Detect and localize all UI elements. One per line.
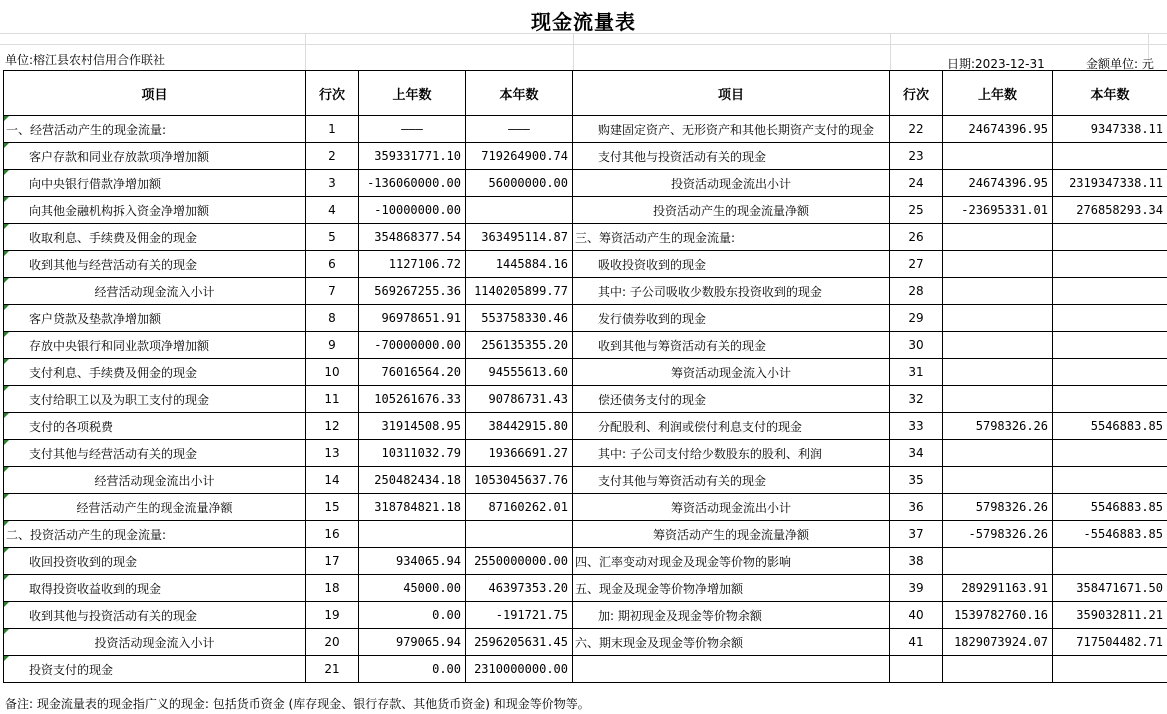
prev-year-cell[interactable]: 10311032.79 bbox=[359, 440, 466, 467]
line-number-cell[interactable]: 17 bbox=[306, 548, 359, 575]
cash-flow-table bbox=[3, 70, 1167, 683]
cell-flag-marker bbox=[4, 143, 9, 148]
item-cell[interactable]: 发行债券收到的现金 bbox=[573, 305, 890, 332]
item-cell[interactable]: 加: 期初现金及现金等价物余额 bbox=[573, 602, 890, 629]
table-row bbox=[4, 278, 1167, 305]
cell-flag-marker bbox=[4, 359, 9, 364]
line-number-cell[interactable]: 31 bbox=[890, 359, 943, 386]
line-number-cell[interactable]: 8 bbox=[306, 305, 359, 332]
report-date[interactable]: 日期:2023-12-31 bbox=[947, 57, 1045, 71]
line-number-cell[interactable]: 29 bbox=[890, 305, 943, 332]
footnote[interactable]: 备注: 现金流量表的现金指广义的现金: 包括货币资金 (库存现金、银行存款、其他货币资金) 和现金等价物等。 bbox=[5, 697, 590, 711]
prev-year-cell[interactable]: 1539782760.16 bbox=[943, 602, 1053, 629]
item-cell[interactable]: 向其他金融机构拆入资金净增加额 bbox=[4, 197, 306, 224]
report-title[interactable]: 现金流量表 bbox=[531, 10, 636, 34]
table-row bbox=[4, 656, 1167, 683]
prev-year-cell[interactable]: 45000.00 bbox=[359, 575, 466, 602]
grid-line bbox=[305, 33, 306, 70]
table-row bbox=[4, 548, 1167, 575]
header-line[interactable]: 行次 bbox=[890, 71, 943, 116]
prev-year-cell[interactable]: 76016564.20 bbox=[359, 359, 466, 386]
grid-line bbox=[573, 33, 574, 70]
prev-year-cell[interactable]: -10000000.00 bbox=[359, 197, 466, 224]
curr-year-cell[interactable] bbox=[1053, 386, 1167, 413]
curr-year-cell[interactable]: 363495114.87 bbox=[466, 224, 573, 251]
line-number-cell[interactable]: 15 bbox=[306, 494, 359, 521]
curr-year-cell[interactable] bbox=[1053, 548, 1167, 575]
item-cell[interactable]: 取得投资收益收到的现金 bbox=[4, 575, 306, 602]
line-number-cell[interactable]: 1 bbox=[306, 116, 359, 143]
item-cell[interactable]: 经营活动产生的现金流量净额 bbox=[4, 494, 306, 521]
prev-year-cell[interactable] bbox=[943, 467, 1053, 494]
line-number-cell[interactable]: 24 bbox=[890, 170, 943, 197]
grid-line bbox=[890, 33, 891, 70]
prev-year-cell[interactable] bbox=[943, 305, 1053, 332]
prev-year-cell[interactable]: 289291163.91 bbox=[943, 575, 1053, 602]
item-cell[interactable]: 五、现金及现金等价物净增加额 bbox=[573, 575, 890, 602]
prev-year-cell[interactable] bbox=[943, 359, 1053, 386]
item-cell[interactable]: 收到其他与经营活动有关的现金 bbox=[4, 251, 306, 278]
item-cell[interactable] bbox=[573, 656, 890, 683]
curr-year-cell[interactable] bbox=[1053, 467, 1167, 494]
prev-year-cell[interactable]: ——— bbox=[359, 116, 466, 143]
prev-year-cell[interactable]: 1829073924.07 bbox=[943, 629, 1053, 656]
cell-flag-marker bbox=[4, 116, 9, 121]
line-number-cell[interactable]: 12 bbox=[306, 413, 359, 440]
item-cell[interactable]: 向中央银行借款净增加额 bbox=[4, 170, 306, 197]
item-cell[interactable]: 二、投资活动产生的现金流量: bbox=[4, 521, 306, 548]
table-row bbox=[4, 440, 1167, 467]
curr-year-cell[interactable]: -5546883.85 bbox=[1053, 521, 1167, 548]
cell-flag-marker bbox=[4, 224, 9, 229]
curr-year-cell[interactable] bbox=[466, 197, 573, 224]
line-number-cell[interactable]: 27 bbox=[890, 251, 943, 278]
prev-year-cell[interactable] bbox=[943, 332, 1053, 359]
table-row bbox=[4, 170, 1167, 197]
cell-flag-marker bbox=[4, 251, 9, 256]
curr-year-cell[interactable] bbox=[1053, 305, 1167, 332]
line-number-cell[interactable]: 33 bbox=[890, 413, 943, 440]
curr-year-cell[interactable]: 359032811.21 bbox=[1053, 602, 1167, 629]
curr-year-cell[interactable]: 19366691.27 bbox=[466, 440, 573, 467]
table-row bbox=[4, 521, 1167, 548]
line-number-cell[interactable]: 34 bbox=[890, 440, 943, 467]
line-number-cell[interactable]: 36 bbox=[890, 494, 943, 521]
item-cell[interactable]: 支付的各项税费 bbox=[4, 413, 306, 440]
table-row bbox=[4, 224, 1167, 251]
prev-year-cell[interactable] bbox=[359, 521, 466, 548]
cell-flag-marker bbox=[4, 170, 9, 175]
cell-flag-marker bbox=[4, 575, 9, 580]
item-cell[interactable]: 一、经营活动产生的现金流量: bbox=[4, 116, 306, 143]
line-number-cell[interactable]: 26 bbox=[890, 224, 943, 251]
prev-year-cell[interactable] bbox=[943, 656, 1053, 683]
prev-year-cell[interactable] bbox=[943, 548, 1053, 575]
prev-year-cell[interactable] bbox=[943, 251, 1053, 278]
curr-year-cell[interactable] bbox=[1053, 224, 1167, 251]
curr-year-cell[interactable]: 717504482.71 bbox=[1053, 629, 1167, 656]
item-cell[interactable]: 支付其他与筹资活动有关的现金 bbox=[573, 467, 890, 494]
prev-year-cell[interactable]: 250482434.18 bbox=[359, 467, 466, 494]
item-cell[interactable]: 投资支付的现金 bbox=[4, 656, 306, 683]
prev-year-cell[interactable]: 979065.94 bbox=[359, 629, 466, 656]
line-number-cell[interactable]: 28 bbox=[890, 278, 943, 305]
item-cell[interactable]: 筹资活动产生的现金流量净额 bbox=[573, 521, 890, 548]
prev-year-cell[interactable]: 24674396.95 bbox=[943, 170, 1053, 197]
item-cell[interactable]: 收到其他与筹资活动有关的现金 bbox=[573, 332, 890, 359]
curr-year-cell[interactable]: 2550000000.00 bbox=[466, 548, 573, 575]
item-cell[interactable]: 收回投资收到的现金 bbox=[4, 548, 306, 575]
curr-year-cell[interactable]: 276858293.34 bbox=[1053, 197, 1167, 224]
item-cell[interactable]: 收取利息、手续费及佣金的现金 bbox=[4, 224, 306, 251]
prev-year-cell[interactable]: 5798326.26 bbox=[943, 413, 1053, 440]
prev-year-cell[interactable]: 1127106.72 bbox=[359, 251, 466, 278]
curr-year-cell[interactable] bbox=[1053, 251, 1167, 278]
curr-year-cell[interactable] bbox=[1053, 278, 1167, 305]
item-cell[interactable]: 投资活动产生的现金流量净额 bbox=[573, 197, 890, 224]
prev-year-cell[interactable] bbox=[943, 386, 1053, 413]
table-row bbox=[4, 305, 1167, 332]
line-number-cell[interactable]: 37 bbox=[890, 521, 943, 548]
prev-year-cell[interactable]: 318784821.18 bbox=[359, 494, 466, 521]
cell-flag-marker bbox=[4, 467, 9, 472]
table-row bbox=[4, 332, 1167, 359]
curr-year-cell[interactable] bbox=[1053, 440, 1167, 467]
line-number-cell[interactable]: 19 bbox=[306, 602, 359, 629]
curr-year-cell[interactable]: 1140205899.77 bbox=[466, 278, 573, 305]
line-number-cell[interactable]: 2 bbox=[306, 143, 359, 170]
cell-flag-marker bbox=[4, 521, 9, 526]
table-row bbox=[4, 197, 1167, 224]
grid-line bbox=[0, 44, 1167, 45]
curr-year-cell[interactable]: 56000000.00 bbox=[466, 170, 573, 197]
header-item[interactable]: 项目 bbox=[4, 71, 306, 116]
curr-year-cell[interactable]: ——— bbox=[466, 116, 573, 143]
cell-flag-marker bbox=[4, 494, 9, 499]
table-row bbox=[4, 494, 1167, 521]
curr-year-cell[interactable]: 1053045637.76 bbox=[466, 467, 573, 494]
cell-flag-marker bbox=[4, 656, 9, 661]
line-number-cell[interactable]: 22 bbox=[890, 116, 943, 143]
header-prev-year[interactable]: 上年数 bbox=[359, 71, 466, 116]
cell-flag-marker bbox=[4, 386, 9, 391]
prev-year-cell[interactable]: 24674396.95 bbox=[943, 116, 1053, 143]
header-curr-year[interactable]: 本年数 bbox=[1053, 71, 1167, 116]
line-number-cell[interactable]: 5 bbox=[306, 224, 359, 251]
item-cell[interactable]: 收到其他与投资活动有关的现金 bbox=[4, 602, 306, 629]
item-cell[interactable]: 其中: 子公司吸收少数股东投资收到的现金 bbox=[573, 278, 890, 305]
line-number-cell[interactable]: 32 bbox=[890, 386, 943, 413]
curr-year-cell[interactable] bbox=[1053, 359, 1167, 386]
line-number-cell[interactable]: 39 bbox=[890, 575, 943, 602]
line-number-cell[interactable]: 18 bbox=[306, 575, 359, 602]
curr-year-cell[interactable]: 1445884.16 bbox=[466, 251, 573, 278]
item-cell[interactable]: 支付利息、手续费及佣金的现金 bbox=[4, 359, 306, 386]
curr-year-cell[interactable]: 2310000000.00 bbox=[466, 656, 573, 683]
item-cell[interactable]: 筹资活动现金流入小计 bbox=[573, 359, 890, 386]
item-cell[interactable]: 经营活动现金流入小计 bbox=[4, 278, 306, 305]
cell-flag-marker bbox=[4, 602, 9, 607]
prev-year-cell[interactable] bbox=[943, 143, 1053, 170]
item-cell[interactable]: 支付其他与投资活动有关的现金 bbox=[573, 143, 890, 170]
curr-year-cell[interactable]: 5546883.85 bbox=[1053, 494, 1167, 521]
line-number-cell[interactable]: 25 bbox=[890, 197, 943, 224]
line-number-cell[interactable]: 11 bbox=[306, 386, 359, 413]
curr-year-cell[interactable]: 256135355.20 bbox=[466, 332, 573, 359]
table-row bbox=[4, 251, 1167, 278]
prev-year-cell[interactable]: -23695331.01 bbox=[943, 197, 1053, 224]
item-cell[interactable]: 支付给职工以及为职工支付的现金 bbox=[4, 386, 306, 413]
line-number-cell[interactable]: 41 bbox=[890, 629, 943, 656]
line-number-cell[interactable]: 9 bbox=[306, 332, 359, 359]
prev-year-cell[interactable]: 105261676.33 bbox=[359, 386, 466, 413]
header-item[interactable]: 项目 bbox=[573, 71, 890, 116]
item-cell[interactable]: 四、汇率变动对现金及现金等价物的影响 bbox=[573, 548, 890, 575]
table-row bbox=[4, 143, 1167, 170]
curr-year-cell[interactable]: 2319347338.11 bbox=[1053, 170, 1167, 197]
line-number-cell[interactable]: 14 bbox=[306, 467, 359, 494]
item-cell[interactable]: 客户存款和同业存放款项净增加额 bbox=[4, 143, 306, 170]
item-cell[interactable]: 吸收投资收到的现金 bbox=[573, 251, 890, 278]
item-cell[interactable]: 分配股利、利润或偿付利息支付的现金 bbox=[573, 413, 890, 440]
table-row bbox=[4, 359, 1167, 386]
currency-unit[interactable]: 金额单位: 元 bbox=[1086, 57, 1154, 71]
item-cell[interactable]: 购建固定资产、无形资产和其他长期资产支付的现金 bbox=[573, 116, 890, 143]
prev-year-cell[interactable]: -136060000.00 bbox=[359, 170, 466, 197]
curr-year-cell[interactable] bbox=[1053, 332, 1167, 359]
header-row bbox=[4, 71, 1167, 116]
item-cell[interactable]: 其中: 子公司支付给少数股东的股利、利润 bbox=[573, 440, 890, 467]
header-curr-year[interactable]: 本年数 bbox=[466, 71, 573, 116]
curr-year-cell[interactable]: 38442915.80 bbox=[466, 413, 573, 440]
prev-year-cell[interactable]: -70000000.00 bbox=[359, 332, 466, 359]
prev-year-cell[interactable]: 354868377.54 bbox=[359, 224, 466, 251]
item-cell[interactable]: 存放中央银行和同业款项净增加额 bbox=[4, 332, 306, 359]
table-row bbox=[4, 602, 1167, 629]
prev-year-cell[interactable]: 5798326.26 bbox=[943, 494, 1053, 521]
prev-year-cell[interactable]: -5798326.26 bbox=[943, 521, 1053, 548]
line-number-cell[interactable]: 40 bbox=[890, 602, 943, 629]
item-cell[interactable]: 客户贷款及垫款净增加额 bbox=[4, 305, 306, 332]
cell-flag-marker bbox=[4, 197, 9, 202]
item-cell[interactable]: 投资活动现金流入小计 bbox=[4, 629, 306, 656]
curr-year-cell[interactable]: 46397353.20 bbox=[466, 575, 573, 602]
line-number-cell[interactable]: 38 bbox=[890, 548, 943, 575]
cell-flag-marker bbox=[4, 305, 9, 310]
curr-year-cell[interactable] bbox=[1053, 656, 1167, 683]
prev-year-cell[interactable] bbox=[943, 440, 1053, 467]
cell-flag-marker bbox=[4, 332, 9, 337]
header-prev-year[interactable]: 上年数 bbox=[943, 71, 1053, 116]
prev-year-cell[interactable]: 0.00 bbox=[359, 656, 466, 683]
table-row bbox=[4, 116, 1167, 143]
table-row bbox=[4, 629, 1167, 656]
curr-year-cell[interactable]: 94555613.60 bbox=[466, 359, 573, 386]
cell-flag-marker bbox=[4, 278, 9, 283]
line-number-cell[interactable]: 7 bbox=[306, 278, 359, 305]
curr-year-cell[interactable]: -191721.75 bbox=[466, 602, 573, 629]
item-cell[interactable]: 筹资活动现金流出小计 bbox=[573, 494, 890, 521]
prev-year-cell[interactable]: 31914508.95 bbox=[359, 413, 466, 440]
line-number-cell[interactable]: 6 bbox=[306, 251, 359, 278]
line-number-cell[interactable]: 20 bbox=[306, 629, 359, 656]
curr-year-cell[interactable]: 553758330.46 bbox=[466, 305, 573, 332]
line-number-cell[interactable]: 4 bbox=[306, 197, 359, 224]
line-number-cell[interactable]: 23 bbox=[890, 143, 943, 170]
item-cell[interactable]: 六、期末现金及现金等价物余额 bbox=[573, 629, 890, 656]
item-cell[interactable]: 投资活动现金流出小计 bbox=[573, 170, 890, 197]
table-row bbox=[4, 467, 1167, 494]
curr-year-cell[interactable] bbox=[466, 521, 573, 548]
line-number-cell[interactable]: 21 bbox=[306, 656, 359, 683]
cell-flag-marker bbox=[4, 413, 9, 418]
prev-year-cell[interactable]: 359331771.10 bbox=[359, 143, 466, 170]
line-number-cell[interactable]: 35 bbox=[890, 467, 943, 494]
curr-year-cell[interactable]: 5546883.85 bbox=[1053, 413, 1167, 440]
curr-year-cell[interactable]: 719264900.74 bbox=[466, 143, 573, 170]
table-row bbox=[4, 575, 1167, 602]
prev-year-cell[interactable]: 569267255.36 bbox=[359, 278, 466, 305]
curr-year-cell[interactable] bbox=[1053, 143, 1167, 170]
curr-year-cell[interactable]: 9347338.11 bbox=[1053, 116, 1167, 143]
curr-year-cell[interactable]: 87160262.01 bbox=[466, 494, 573, 521]
cell-flag-marker bbox=[4, 548, 9, 553]
item-cell[interactable]: 三、筹资活动产生的现金流量: bbox=[573, 224, 890, 251]
line-number-cell[interactable] bbox=[890, 656, 943, 683]
item-cell[interactable]: 支付其他与经营活动有关的现金 bbox=[4, 440, 306, 467]
line-number-cell[interactable]: 30 bbox=[890, 332, 943, 359]
item-cell[interactable]: 经营活动现金流出小计 bbox=[4, 467, 306, 494]
curr-year-cell[interactable]: 2596205631.45 bbox=[466, 629, 573, 656]
table-row bbox=[4, 413, 1167, 440]
prev-year-cell[interactable]: 934065.94 bbox=[359, 548, 466, 575]
prev-year-cell[interactable]: 96978651.91 bbox=[359, 305, 466, 332]
line-number-cell[interactable]: 13 bbox=[306, 440, 359, 467]
table-row bbox=[4, 386, 1167, 413]
line-number-cell[interactable]: 16 bbox=[306, 521, 359, 548]
prev-year-cell[interactable] bbox=[943, 278, 1053, 305]
reporting-unit[interactable]: 单位:榕江县农村信用合作联社 bbox=[5, 53, 166, 67]
prev-year-cell[interactable] bbox=[943, 224, 1053, 251]
curr-year-cell[interactable]: 358471671.50 bbox=[1053, 575, 1167, 602]
cell-flag-marker bbox=[4, 440, 9, 445]
curr-year-cell[interactable]: 90786731.43 bbox=[466, 386, 573, 413]
cell-flag-marker bbox=[4, 629, 9, 634]
line-number-cell[interactable]: 3 bbox=[306, 170, 359, 197]
header-line[interactable]: 行次 bbox=[306, 71, 359, 116]
item-cell[interactable]: 偿还债务支付的现金 bbox=[573, 386, 890, 413]
line-number-cell[interactable]: 10 bbox=[306, 359, 359, 386]
prev-year-cell[interactable]: 0.00 bbox=[359, 602, 466, 629]
